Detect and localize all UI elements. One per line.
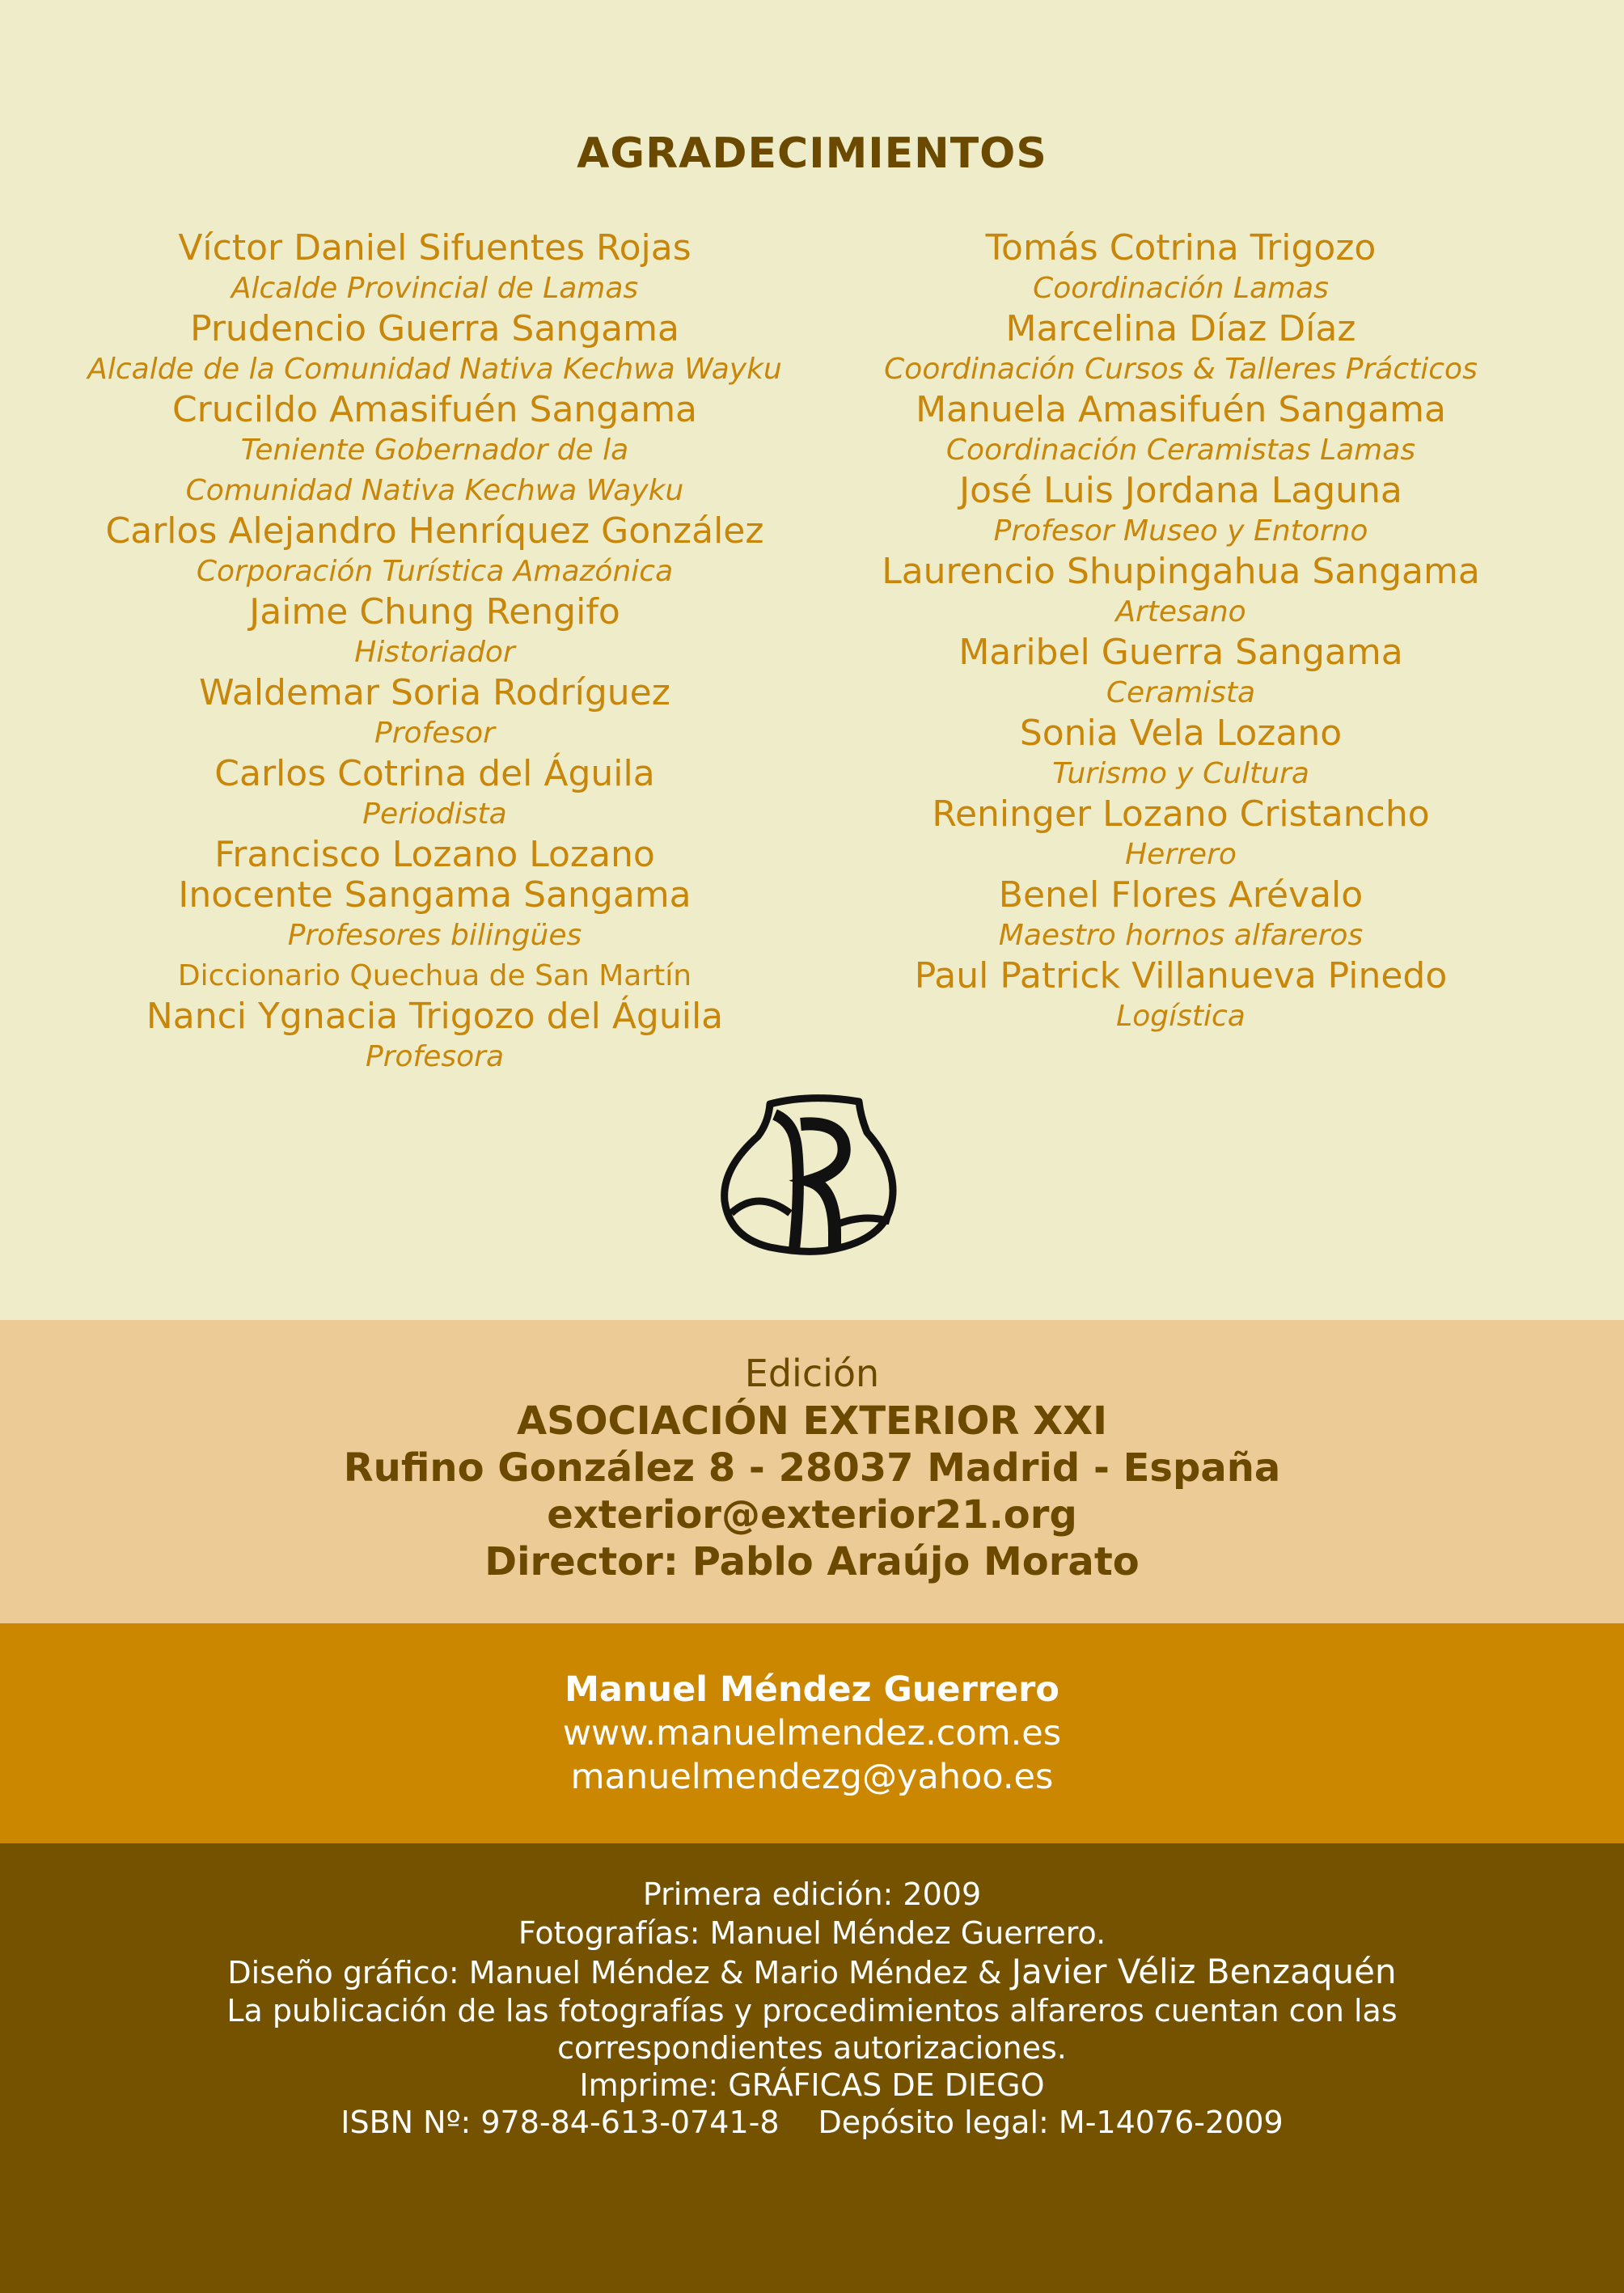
person-name: Crucildo Amasifuén Sangama xyxy=(171,389,698,430)
design-credit-name: Javier Véliz Benzaquén xyxy=(1011,1952,1397,1991)
pottery-vessel-logo xyxy=(713,1092,907,1262)
person-name: Paul Patrick Villanueva Pinedo xyxy=(914,955,1448,996)
person-role: Coordinación Lamas xyxy=(1033,272,1329,305)
design-credit-prefix: Diseño gráfico: Manuel Méndez & Mario Méndez & xyxy=(227,1955,1012,1991)
person-role: Maestro hornos alfareros xyxy=(998,919,1364,952)
person-role: Teniente Gobernador de la xyxy=(240,434,629,467)
publisher-director: Director: Pablo Araújo Morato xyxy=(484,1539,1140,1584)
edition-label: Edición xyxy=(744,1352,880,1395)
person-role: Logística xyxy=(1116,1000,1245,1033)
person-name: Prudencio Guerra Sangama xyxy=(190,308,679,349)
printer-credit: Imprime: GRÁFICAS DE DIEGO xyxy=(579,2067,1045,2103)
person-name: Inocente Sangama Sangama xyxy=(178,874,691,916)
author-email: manuelmendezg@yahoo.es xyxy=(570,1757,1054,1797)
legal-deposit: Depósito legal: M-14076-2009 xyxy=(818,2105,1284,2140)
person-role: Profesor Museo y Entorno xyxy=(993,514,1368,548)
person-name: Benel Flores Arévalo xyxy=(998,874,1364,916)
person-name: José Luis Jordana Laguna xyxy=(959,470,1402,511)
person-name: Carlos Cotrina del Águila xyxy=(214,753,655,794)
person-role: Herrero xyxy=(1125,838,1237,871)
person-name: Maribel Guerra Sangama xyxy=(958,632,1403,673)
person-name: Víctor Daniel Sifuentes Rojas xyxy=(178,227,691,269)
publisher-name: ASOCIACIÓN EXTERIOR XXI xyxy=(516,1398,1108,1444)
isbn: ISBN Nº: 978-84-613-0741-8 xyxy=(340,2105,780,2140)
person-role: Diccionario Quechua de San Martín xyxy=(177,959,692,992)
person-role: Profesor xyxy=(374,717,495,750)
person-name: Laurencio Shupingahua Sangama xyxy=(882,551,1480,592)
edition-section xyxy=(0,1320,1624,1623)
person-role: Corporación Turística Amazónica xyxy=(196,555,674,588)
person-name: Manuela Amasifuén Sangama xyxy=(916,389,1446,430)
publisher-email: exterior@exterior21.org xyxy=(547,1492,1077,1538)
rights-line-2: correspondientes autorizaciones. xyxy=(557,2030,1067,2066)
isbn-line xyxy=(0,2104,1624,2141)
person-role: Profesores bilingües xyxy=(287,919,582,952)
person-role: Historiador xyxy=(354,636,515,669)
person-name: Waldemar Soria Rodríguez xyxy=(199,672,670,713)
person-name: Nanci Ygnacia Trigozo del Águila xyxy=(146,996,724,1037)
person-name: Francisco Lozano Lozano xyxy=(214,834,655,875)
person-role: Coordinación Ceramistas Lamas xyxy=(945,434,1416,467)
person-name: Sonia Vela Lozano xyxy=(1019,713,1343,754)
person-name: Jaime Chung Rengifo xyxy=(249,591,620,632)
acknowledgements-left-column xyxy=(49,228,821,1077)
person-role: Comunidad Nativa Kechwa Wayku xyxy=(185,474,684,507)
photo-credit: Fotografías: Manuel Méndez Guerrero. xyxy=(518,1915,1106,1951)
person-name: Carlos Alejandro Henríquez González xyxy=(105,510,764,552)
author-name: Manuel Méndez Guerrero xyxy=(565,1669,1059,1710)
design-credit xyxy=(0,1953,1624,1991)
publisher-address: Rufino González 8 - 28037 Madrid - España xyxy=(343,1445,1281,1491)
person-role: Turismo y Cultura xyxy=(1052,757,1309,790)
person-role: Alcalde Provincial de Lamas xyxy=(230,272,639,305)
first-edition: Primera edición: 2009 xyxy=(642,1876,982,1912)
person-name: Tomás Cotrina Trigozo xyxy=(985,227,1377,269)
person-role: Alcalde de la Comunidad Nativa Kechwa Wayku xyxy=(87,353,782,386)
page-title: AGRADECIMIENTOS xyxy=(577,129,1047,178)
person-role: Profesora xyxy=(366,1040,504,1073)
acknowledgements-right-column xyxy=(833,228,1529,1037)
person-name: Marcelina Díaz Díaz xyxy=(1005,308,1356,349)
author-website: www.manuelmendez.com.es xyxy=(562,1713,1062,1754)
person-role: Ceramista xyxy=(1106,676,1256,709)
person-role: Periodista xyxy=(362,797,507,831)
person-role: Coordinación Cursos & Talleres Prácticos xyxy=(884,353,1478,386)
person-name: Reninger Lozano Cristancho xyxy=(932,793,1430,835)
credits-section xyxy=(0,1843,1624,2293)
person-role: Artesano xyxy=(1115,595,1246,628)
author-section xyxy=(0,1623,1624,1843)
rights-line-1: La publicación de las fotografías y procedimientos alfareros cuentan con las xyxy=(226,1993,1398,2029)
